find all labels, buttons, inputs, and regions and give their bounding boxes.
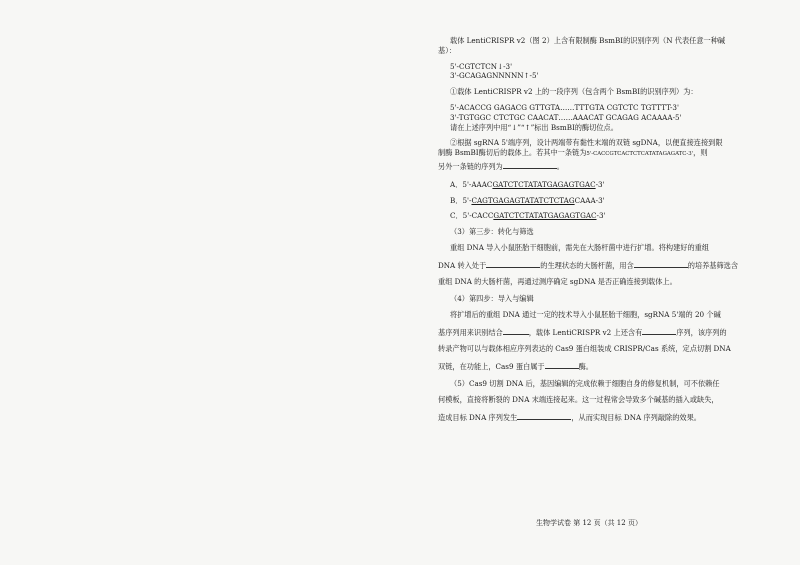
- q2-line-3: [438, 160, 770, 172]
- q2-line-1: ②根据 sgRNA 5'端序列，设计两端带有黏性末端的双链 sgDNA，以便直接连接到限: [450, 138, 723, 148]
- step4-line-1: 将扩增后的重组 DNA 通过一定的技术导入小鼠胚胎干细胞，sgRNA 5'端的 20 个碱: [450, 310, 721, 320]
- step4-line-2-c: 序列，该序列的: [676, 327, 727, 337]
- step3-blank-2[interactable]: [634, 259, 688, 268]
- step3-line-3: 重组 DNA 的大肠杆菌，再通过测序确定 sgDNA 是否正确连接到载体上。: [438, 276, 677, 286]
- recognition-bottom: 3'-GCAGAGNNNNN↑-5': [450, 71, 539, 81]
- q2-given-strand: 5'-CACCGTCACTCTCATATAGAGATC-3': [586, 151, 694, 158]
- q2-answer-blank[interactable]: [503, 160, 557, 169]
- page-footer: 生物学试卷 第 12 页（共 12 页）: [536, 519, 642, 527]
- q1-title: ①载体 LentiCRISPR v2 上的一段序列（包含两个 BsmBⅠ的识别序列）为：: [450, 87, 698, 97]
- step4-line-4-b: 酶。: [578, 361, 593, 371]
- step3-line-1: 重组 DNA 导入小鼠胚胎干细胞前，需先在大肠杆菌中进行扩增。将构建好的重组: [450, 242, 710, 252]
- option-c: [438, 211, 770, 221]
- option-a: [438, 180, 770, 190]
- option-a-prefix: A．5'-AAAC: [450, 179, 493, 189]
- step3-line-2-a: DNA 转入处于: [438, 260, 487, 270]
- step4-line-2: [438, 326, 770, 338]
- step4-line-3: 转录产物可以与载体相应序列表达的 Cas9 蛋白组装成 CRISPR/Cas 系统，定点切割 DNA: [438, 343, 731, 353]
- step4-line-2-a: 基序列用来识别结合: [438, 327, 503, 337]
- step4-title: （4）第四步：导入与编辑: [450, 294, 534, 304]
- step4-blank-2[interactable]: [642, 326, 676, 335]
- q1-seq-top: 5'-ACACCG GAGACG GTTGTA……TTTGTA CGTCTC TGTTTT-3': [450, 102, 679, 112]
- option-b-underlined: CAGTGAGAGTATATCTCTAG: [471, 195, 575, 205]
- step3-line-2-c: 的培养基筛选含: [687, 260, 739, 270]
- option-a-suffix: -3': [595, 179, 605, 189]
- step5-line-3: [438, 411, 770, 423]
- step3-blank-1[interactable]: [486, 259, 540, 268]
- step5-line-3-a: 造成目标 DNA 序列发生: [438, 412, 518, 422]
- option-c-prefix: C．5'-CACC: [450, 211, 494, 221]
- q2-line-2-text: 制酶 BsmBⅠ酶切后的载体上。若其中一条链为: [438, 148, 587, 158]
- intro-line-2: 基）：: [438, 45, 456, 55]
- step5-line-1: （5）Cas9 切割 DNA 后，基因编辑的完成依赖于细胞自身的修复机制，可不依赖任: [450, 379, 720, 389]
- step4-blank-3[interactable]: [545, 360, 579, 369]
- q1-instruction: 请在上述序列中用“↓”“↑”标出 BsmBⅠ的酶切位点。: [450, 122, 618, 132]
- step5-blank[interactable]: [517, 411, 571, 420]
- option-c-underlined: GATCTCTATATGAGAGTGAC: [493, 211, 597, 221]
- intro-line-1: 载体 LentiCRISPR v2（图 2）上含有限制酶 BsmBⅠ的识别序列（N 代表任意一种碱: [450, 36, 726, 45]
- step3-line-2-b: 的生理状态的大肠杆菌，用含: [540, 260, 634, 270]
- step5-line-2: 何模板，直接将断裂的 DNA 末端连接起来。这一过程常会导致多个碱基的插入或缺失，: [438, 395, 719, 405]
- step3-title: （3）第三步：转化与筛选: [450, 227, 534, 237]
- option-b-prefix: B．5'-: [450, 195, 472, 205]
- option-b: [438, 196, 770, 206]
- step4-line-2-b: ，载体 LentiCRISPR v2 上还含有: [528, 327, 643, 337]
- q2-line-3-text: 另外一条链的序列为: [438, 161, 503, 171]
- recognition-top: 5'-CGTCTCN↓-3': [450, 61, 513, 71]
- step4-blank-1[interactable]: [503, 326, 529, 335]
- step5-line-3-b: ，从而实现目标 DNA 序列敲除的效果。: [571, 412, 701, 422]
- option-a-underlined: GATCTCTATATGAGAGTGAC: [492, 179, 596, 189]
- option-b-suffix: CAAA-3': [574, 195, 605, 205]
- q1-seq-bottom: 3'-TGTGGC CTCTGC CAACAT……AAACAT GCAGAG ACAAAA-5': [450, 112, 682, 122]
- step4-line-4-a: 双链，在功能上，Cas9 蛋白属于: [438, 361, 545, 371]
- option-c-suffix: -3': [596, 211, 606, 221]
- q2-line-3-end: 。: [556, 161, 564, 171]
- step4-line-4: [438, 360, 770, 372]
- q2-line-2: [438, 148, 770, 160]
- step3-line-2: [438, 259, 770, 271]
- q2-line-2-end: ，则: [693, 148, 708, 158]
- page-content: [438, 36, 770, 423]
